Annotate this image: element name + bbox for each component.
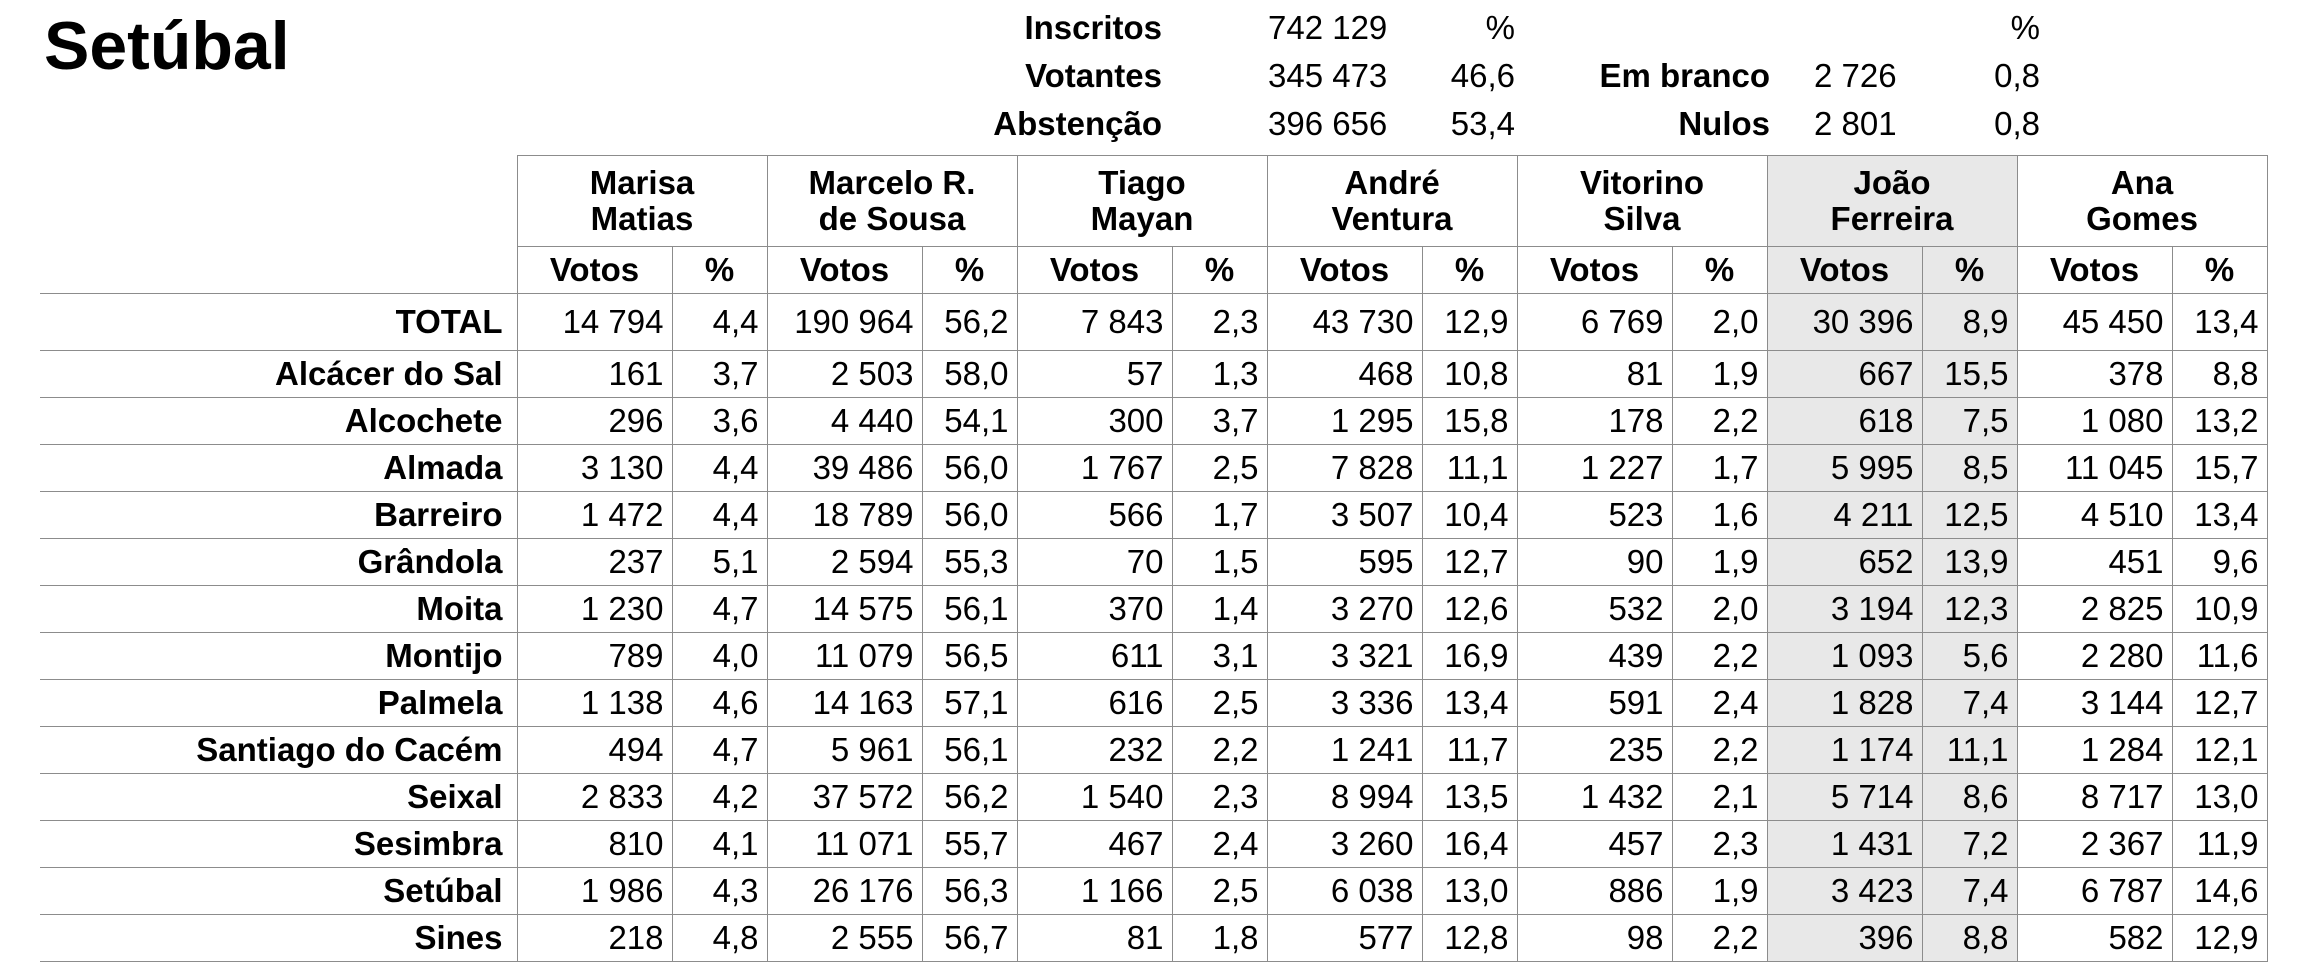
table-row xyxy=(40,351,2267,398)
pct-header: % xyxy=(1672,247,1767,294)
table-row xyxy=(40,633,2267,680)
summary-label: Em branco xyxy=(1599,57,1770,94)
votes-cell: 523 xyxy=(1517,492,1672,539)
row-name: Alcochete xyxy=(40,398,517,445)
pct-cell: 1,8 xyxy=(1172,915,1267,962)
pct-cell: 2,3 xyxy=(1172,294,1267,351)
votes-header: Votos xyxy=(2017,247,2172,294)
table-row xyxy=(40,915,2267,962)
votes-cell: 1 431 xyxy=(1767,821,1922,868)
votes-cell: 1 227 xyxy=(1517,445,1672,492)
votes-cell: 439 xyxy=(1517,633,1672,680)
pct-cell: 7,4 xyxy=(1922,868,2017,915)
pct-cell: 10,8 xyxy=(1422,351,1517,398)
pct-cell: 13,0 xyxy=(1422,868,1517,915)
table-row xyxy=(40,539,2267,586)
pct-cell: 10,9 xyxy=(2172,586,2267,633)
row-name: Montijo xyxy=(40,633,517,680)
votes-cell: 39 486 xyxy=(767,445,922,492)
pct-cell: 2,4 xyxy=(1172,821,1267,868)
summary-label: Inscritos xyxy=(1024,9,1162,46)
summary-value: 2 801 xyxy=(1814,105,1897,142)
candidate-name-line2: Gomes xyxy=(2086,200,2198,237)
summary-label: Votantes xyxy=(1025,57,1162,94)
row-name: Seixal xyxy=(40,774,517,821)
pct-cell: 13,0 xyxy=(2172,774,2267,821)
pct-cell: 8,5 xyxy=(1922,445,2017,492)
pct-cell: 13,4 xyxy=(2172,492,2267,539)
pct-header: % xyxy=(1922,247,2017,294)
pct-cell: 13,2 xyxy=(2172,398,2267,445)
row-name: Almada xyxy=(40,445,517,492)
votes-cell: 378 xyxy=(2017,351,2172,398)
pct-cell: 12,9 xyxy=(2172,915,2267,962)
votes-cell: 14 575 xyxy=(767,586,922,633)
votes-cell: 1 472 xyxy=(517,492,672,539)
table-row xyxy=(40,492,2267,539)
pct-cell: 11,7 xyxy=(1422,727,1517,774)
row-name: Moita xyxy=(40,586,517,633)
votes-cell: 1 241 xyxy=(1267,727,1422,774)
pct-cell: 11,6 xyxy=(2172,633,2267,680)
votes-cell: 5 714 xyxy=(1767,774,1922,821)
pct-cell: 5,6 xyxy=(1922,633,2017,680)
votes-cell: 370 xyxy=(1017,586,1172,633)
votes-cell: 6 769 xyxy=(1517,294,1672,351)
pct-cell: 8,8 xyxy=(2172,351,2267,398)
votes-cell: 8 994 xyxy=(1267,774,1422,821)
pct-cell: 11,9 xyxy=(2172,821,2267,868)
pct-cell: 7,5 xyxy=(1922,398,2017,445)
votes-cell: 11 071 xyxy=(767,821,922,868)
votes-cell: 18 789 xyxy=(767,492,922,539)
corner-cell xyxy=(40,247,517,294)
summary-value: 742 129 xyxy=(1268,9,1388,46)
votes-cell: 2 555 xyxy=(767,915,922,962)
summary-pct: % xyxy=(2010,9,2040,46)
candidate-header-row xyxy=(40,156,2267,247)
votes-cell: 218 xyxy=(517,915,672,962)
table-row xyxy=(40,294,2267,351)
candidate-name-line2: Silva xyxy=(1603,200,1681,237)
pct-cell: 1,4 xyxy=(1172,586,1267,633)
votes-cell: 190 964 xyxy=(767,294,922,351)
votes-cell: 3 321 xyxy=(1267,633,1422,680)
votes-cell: 886 xyxy=(1517,868,1672,915)
pct-header: % xyxy=(1172,247,1267,294)
pct-cell: 55,3 xyxy=(922,539,1017,586)
row-name: TOTAL xyxy=(40,294,517,351)
pct-cell: 4,8 xyxy=(672,915,767,962)
row-name: Barreiro xyxy=(40,492,517,539)
pct-cell: 55,7 xyxy=(922,821,1017,868)
votes-cell: 5 961 xyxy=(767,727,922,774)
votes-cell: 618 xyxy=(1767,398,1922,445)
votes-cell: 57 xyxy=(1017,351,1172,398)
votes-cell: 161 xyxy=(517,351,672,398)
pct-cell: 2,3 xyxy=(1672,821,1767,868)
pct-cell: 2,5 xyxy=(1172,445,1267,492)
votes-cell: 494 xyxy=(517,727,672,774)
pct-cell: 13,4 xyxy=(1422,680,1517,727)
candidate-name-line2: de Sousa xyxy=(818,200,966,237)
votes-cell: 3 260 xyxy=(1267,821,1422,868)
summary-label: Abstenção xyxy=(993,105,1162,142)
pct-cell: 56,2 xyxy=(922,294,1017,351)
pct-cell: 2,5 xyxy=(1172,868,1267,915)
row-name: Santiago do Cacém xyxy=(40,727,517,774)
pct-cell: 56,7 xyxy=(922,915,1017,962)
row-name: Grândola xyxy=(40,539,517,586)
pct-cell: 8,8 xyxy=(1922,915,2017,962)
candidate-name-line2: Ventura xyxy=(1331,200,1453,237)
votes-cell: 8 717 xyxy=(2017,774,2172,821)
table-row xyxy=(40,398,2267,445)
pct-cell: 12,8 xyxy=(1422,915,1517,962)
votes-cell: 43 730 xyxy=(1267,294,1422,351)
votes-cell: 178 xyxy=(1517,398,1672,445)
votes-cell: 6 038 xyxy=(1267,868,1422,915)
candidate-header xyxy=(1767,156,2017,247)
row-name: Alcácer do Sal xyxy=(40,351,517,398)
pct-cell: 4,0 xyxy=(672,633,767,680)
candidate-header xyxy=(2017,156,2267,247)
pct-cell: 12,1 xyxy=(2172,727,2267,774)
pct-cell: 5,1 xyxy=(672,539,767,586)
pct-cell: 1,7 xyxy=(1672,445,1767,492)
pct-cell: 2,3 xyxy=(1172,774,1267,821)
pct-cell: 4,7 xyxy=(672,727,767,774)
pct-cell: 56,2 xyxy=(922,774,1017,821)
votes-cell: 235 xyxy=(1517,727,1672,774)
summary-pct: 0,8 xyxy=(1994,105,2040,142)
pct-cell: 57,1 xyxy=(922,680,1017,727)
votes-cell: 3 507 xyxy=(1267,492,1422,539)
table-row xyxy=(40,774,2267,821)
votes-cell: 810 xyxy=(517,821,672,868)
votes-cell: 5 995 xyxy=(1767,445,1922,492)
pct-cell: 4,3 xyxy=(672,868,767,915)
pct-cell: 2,2 xyxy=(1172,727,1267,774)
table-row xyxy=(40,868,2267,915)
row-name: Palmela xyxy=(40,680,517,727)
votes-cell: 1 540 xyxy=(1017,774,1172,821)
votes-header: Votos xyxy=(1767,247,1922,294)
pct-cell: 12,3 xyxy=(1922,586,2017,633)
votes-cell: 468 xyxy=(1267,351,1422,398)
votes-cell: 232 xyxy=(1017,727,1172,774)
votes-cell: 81 xyxy=(1517,351,1672,398)
summary-pct: 46,6 xyxy=(1450,57,1515,94)
votes-cell: 1 080 xyxy=(2017,398,2172,445)
votes-cell: 3 144 xyxy=(2017,680,2172,727)
pct-cell: 12,7 xyxy=(2172,680,2267,727)
votes-cell: 577 xyxy=(1267,915,1422,962)
pct-cell: 56,0 xyxy=(922,445,1017,492)
votes-cell: 532 xyxy=(1517,586,1672,633)
pct-cell: 13,9 xyxy=(1922,539,2017,586)
row-name: Sines xyxy=(40,915,517,962)
votes-header: Votos xyxy=(1517,247,1672,294)
candidate-name-line1: André xyxy=(1344,164,1440,201)
pct-cell: 4,2 xyxy=(672,774,767,821)
summary-pct: 53,4 xyxy=(1450,105,1515,142)
summary-pct: 0,8 xyxy=(1994,57,2040,94)
votes-cell: 4 440 xyxy=(767,398,922,445)
votes-cell: 1 767 xyxy=(1017,445,1172,492)
candidate-name-line1: Vitorino xyxy=(1579,164,1705,201)
votes-cell: 595 xyxy=(1267,539,1422,586)
votes-cell: 591 xyxy=(1517,680,1672,727)
pct-cell: 2,2 xyxy=(1672,633,1767,680)
votes-header: Votos xyxy=(767,247,922,294)
votes-cell: 2 367 xyxy=(2017,821,2172,868)
candidate-header xyxy=(1017,156,1267,247)
summary-pct: % xyxy=(1485,9,1515,46)
votes-cell: 1 986 xyxy=(517,868,672,915)
corner-cell xyxy=(40,156,517,247)
pct-cell: 2,2 xyxy=(1672,915,1767,962)
summary-value: 396 656 xyxy=(1268,105,1388,142)
votes-cell: 2 825 xyxy=(2017,586,2172,633)
votes-cell: 4 211 xyxy=(1767,492,1922,539)
candidate-header xyxy=(767,156,1017,247)
pct-cell: 7,2 xyxy=(1922,821,2017,868)
table-row xyxy=(40,727,2267,774)
votes-cell: 396 xyxy=(1767,915,1922,962)
pct-cell: 2,4 xyxy=(1672,680,1767,727)
pct-cell: 12,6 xyxy=(1422,586,1517,633)
votes-cell: 81 xyxy=(1017,915,1172,962)
pct-cell: 56,5 xyxy=(922,633,1017,680)
votes-cell: 3 130 xyxy=(517,445,672,492)
candidate-name-line1: Marisa xyxy=(589,164,695,201)
table-row xyxy=(40,445,2267,492)
pct-cell: 1,3 xyxy=(1172,351,1267,398)
pct-header: % xyxy=(1422,247,1517,294)
votes-cell: 90 xyxy=(1517,539,1672,586)
candidate-header xyxy=(1517,156,1767,247)
pct-cell: 2,2 xyxy=(1672,398,1767,445)
pct-cell: 16,9 xyxy=(1422,633,1517,680)
pct-cell: 4,4 xyxy=(672,445,767,492)
pct-cell: 1,9 xyxy=(1672,539,1767,586)
votes-cell: 4 510 xyxy=(2017,492,2172,539)
votes-cell: 37 572 xyxy=(767,774,922,821)
summary-label: Nulos xyxy=(1678,105,1770,142)
votes-cell: 467 xyxy=(1017,821,1172,868)
pct-cell: 11,1 xyxy=(1922,727,2017,774)
votes-header: Votos xyxy=(1017,247,1172,294)
pct-cell: 54,1 xyxy=(922,398,1017,445)
pct-cell: 56,1 xyxy=(922,586,1017,633)
pct-cell: 12,7 xyxy=(1422,539,1517,586)
votes-cell: 616 xyxy=(1017,680,1172,727)
votes-cell: 14 163 xyxy=(767,680,922,727)
votes-cell: 1 230 xyxy=(517,586,672,633)
pct-cell: 4,1 xyxy=(672,821,767,868)
votes-cell: 611 xyxy=(1017,633,1172,680)
candidate-name-line1: Tiago xyxy=(1098,164,1186,201)
pct-cell: 11,1 xyxy=(1422,445,1517,492)
pct-cell: 56,0 xyxy=(922,492,1017,539)
candidate-header xyxy=(1267,156,1517,247)
pct-cell: 15,5 xyxy=(1922,351,2017,398)
votes-cell: 1 174 xyxy=(1767,727,1922,774)
votes-cell: 2 594 xyxy=(767,539,922,586)
votes-cell: 566 xyxy=(1017,492,1172,539)
votes-cell: 2 503 xyxy=(767,351,922,398)
results-table xyxy=(40,155,2268,962)
row-name: Sesimbra xyxy=(40,821,517,868)
votes-cell: 300 xyxy=(1017,398,1172,445)
pct-cell: 1,6 xyxy=(1672,492,1767,539)
candidate-name-line1: João xyxy=(1853,164,1931,201)
votes-cell: 1 295 xyxy=(1267,398,1422,445)
pct-cell: 4,4 xyxy=(672,294,767,351)
summary-value: 2 726 xyxy=(1814,57,1897,94)
candidate-header xyxy=(517,156,767,247)
pct-header: % xyxy=(922,247,1017,294)
votes-cell: 1 093 xyxy=(1767,633,1922,680)
votes-cell: 6 787 xyxy=(2017,868,2172,915)
pct-cell: 13,5 xyxy=(1422,774,1517,821)
pct-cell: 2,1 xyxy=(1672,774,1767,821)
pct-cell: 12,5 xyxy=(1922,492,2017,539)
pct-cell: 58,0 xyxy=(922,351,1017,398)
votes-cell: 45 450 xyxy=(2017,294,2172,351)
votes-cell: 1 166 xyxy=(1017,868,1172,915)
pct-cell: 1,5 xyxy=(1172,539,1267,586)
votes-cell: 3 270 xyxy=(1267,586,1422,633)
pct-cell: 2,0 xyxy=(1672,294,1767,351)
votes-cell: 1 828 xyxy=(1767,680,1922,727)
table-row xyxy=(40,680,2267,727)
votes-cell: 30 396 xyxy=(1767,294,1922,351)
votes-cell: 789 xyxy=(517,633,672,680)
pct-cell: 2,5 xyxy=(1172,680,1267,727)
pct-header: % xyxy=(672,247,767,294)
table-row xyxy=(40,586,2267,633)
pct-cell: 4,4 xyxy=(672,492,767,539)
votes-cell: 2 833 xyxy=(517,774,672,821)
votes-cell: 7 843 xyxy=(1017,294,1172,351)
candidate-name-line1: Ana xyxy=(2110,164,2174,201)
pct-cell: 2,0 xyxy=(1672,586,1767,633)
pct-cell: 2,2 xyxy=(1672,727,1767,774)
candidate-name-line2: Matias xyxy=(590,200,694,237)
votes-cell: 237 xyxy=(517,539,672,586)
votes-cell: 3 423 xyxy=(1767,868,1922,915)
pct-cell: 4,6 xyxy=(672,680,767,727)
votes-header: Votos xyxy=(517,247,672,294)
pct-cell: 56,1 xyxy=(922,727,1017,774)
page-title: Setúbal xyxy=(44,8,290,84)
candidate-name-line2: Ferreira xyxy=(1830,200,1954,237)
votes-cell: 652 xyxy=(1767,539,1922,586)
pct-cell: 15,7 xyxy=(2172,445,2267,492)
votes-cell: 70 xyxy=(1017,539,1172,586)
pct-cell: 15,8 xyxy=(1422,398,1517,445)
row-name: Setúbal xyxy=(40,868,517,915)
votes-header: Votos xyxy=(1267,247,1422,294)
pct-cell: 14,6 xyxy=(2172,868,2267,915)
pct-cell: 16,4 xyxy=(1422,821,1517,868)
votes-cell: 2 280 xyxy=(2017,633,2172,680)
summary-value: 345 473 xyxy=(1268,57,1388,94)
votes-cell: 14 794 xyxy=(517,294,672,351)
pct-cell: 3,1 xyxy=(1172,633,1267,680)
votes-cell: 296 xyxy=(517,398,672,445)
pct-header: % xyxy=(2172,247,2267,294)
pct-cell: 3,7 xyxy=(672,351,767,398)
pct-cell: 4,7 xyxy=(672,586,767,633)
votes-cell: 98 xyxy=(1517,915,1672,962)
votes-cell: 582 xyxy=(2017,915,2172,962)
pct-cell: 1,9 xyxy=(1672,868,1767,915)
votes-cell: 11 079 xyxy=(767,633,922,680)
pct-cell: 9,6 xyxy=(2172,539,2267,586)
candidate-name-line2: Mayan xyxy=(1090,200,1194,237)
votes-cell: 457 xyxy=(1517,821,1672,868)
pct-cell: 13,4 xyxy=(2172,294,2267,351)
table-row xyxy=(40,821,2267,868)
votes-cell: 26 176 xyxy=(767,868,922,915)
pct-cell: 1,9 xyxy=(1672,351,1767,398)
subheader-row xyxy=(40,247,2267,294)
votes-cell: 451 xyxy=(2017,539,2172,586)
pct-cell: 3,7 xyxy=(1172,398,1267,445)
pct-cell: 8,6 xyxy=(1922,774,2017,821)
pct-cell: 10,4 xyxy=(1422,492,1517,539)
votes-cell: 667 xyxy=(1767,351,1922,398)
votes-cell: 3 194 xyxy=(1767,586,1922,633)
pct-cell: 1,7 xyxy=(1172,492,1267,539)
votes-cell: 1 138 xyxy=(517,680,672,727)
votes-cell: 3 336 xyxy=(1267,680,1422,727)
votes-cell: 7 828 xyxy=(1267,445,1422,492)
votes-cell: 11 045 xyxy=(2017,445,2172,492)
pct-cell: 8,9 xyxy=(1922,294,2017,351)
pct-cell: 12,9 xyxy=(1422,294,1517,351)
votes-cell: 1 284 xyxy=(2017,727,2172,774)
candidate-name-line1: Marcelo R. xyxy=(808,164,976,201)
votes-cell: 1 432 xyxy=(1517,774,1672,821)
pct-cell: 7,4 xyxy=(1922,680,2017,727)
pct-cell: 3,6 xyxy=(672,398,767,445)
pct-cell: 56,3 xyxy=(922,868,1017,915)
